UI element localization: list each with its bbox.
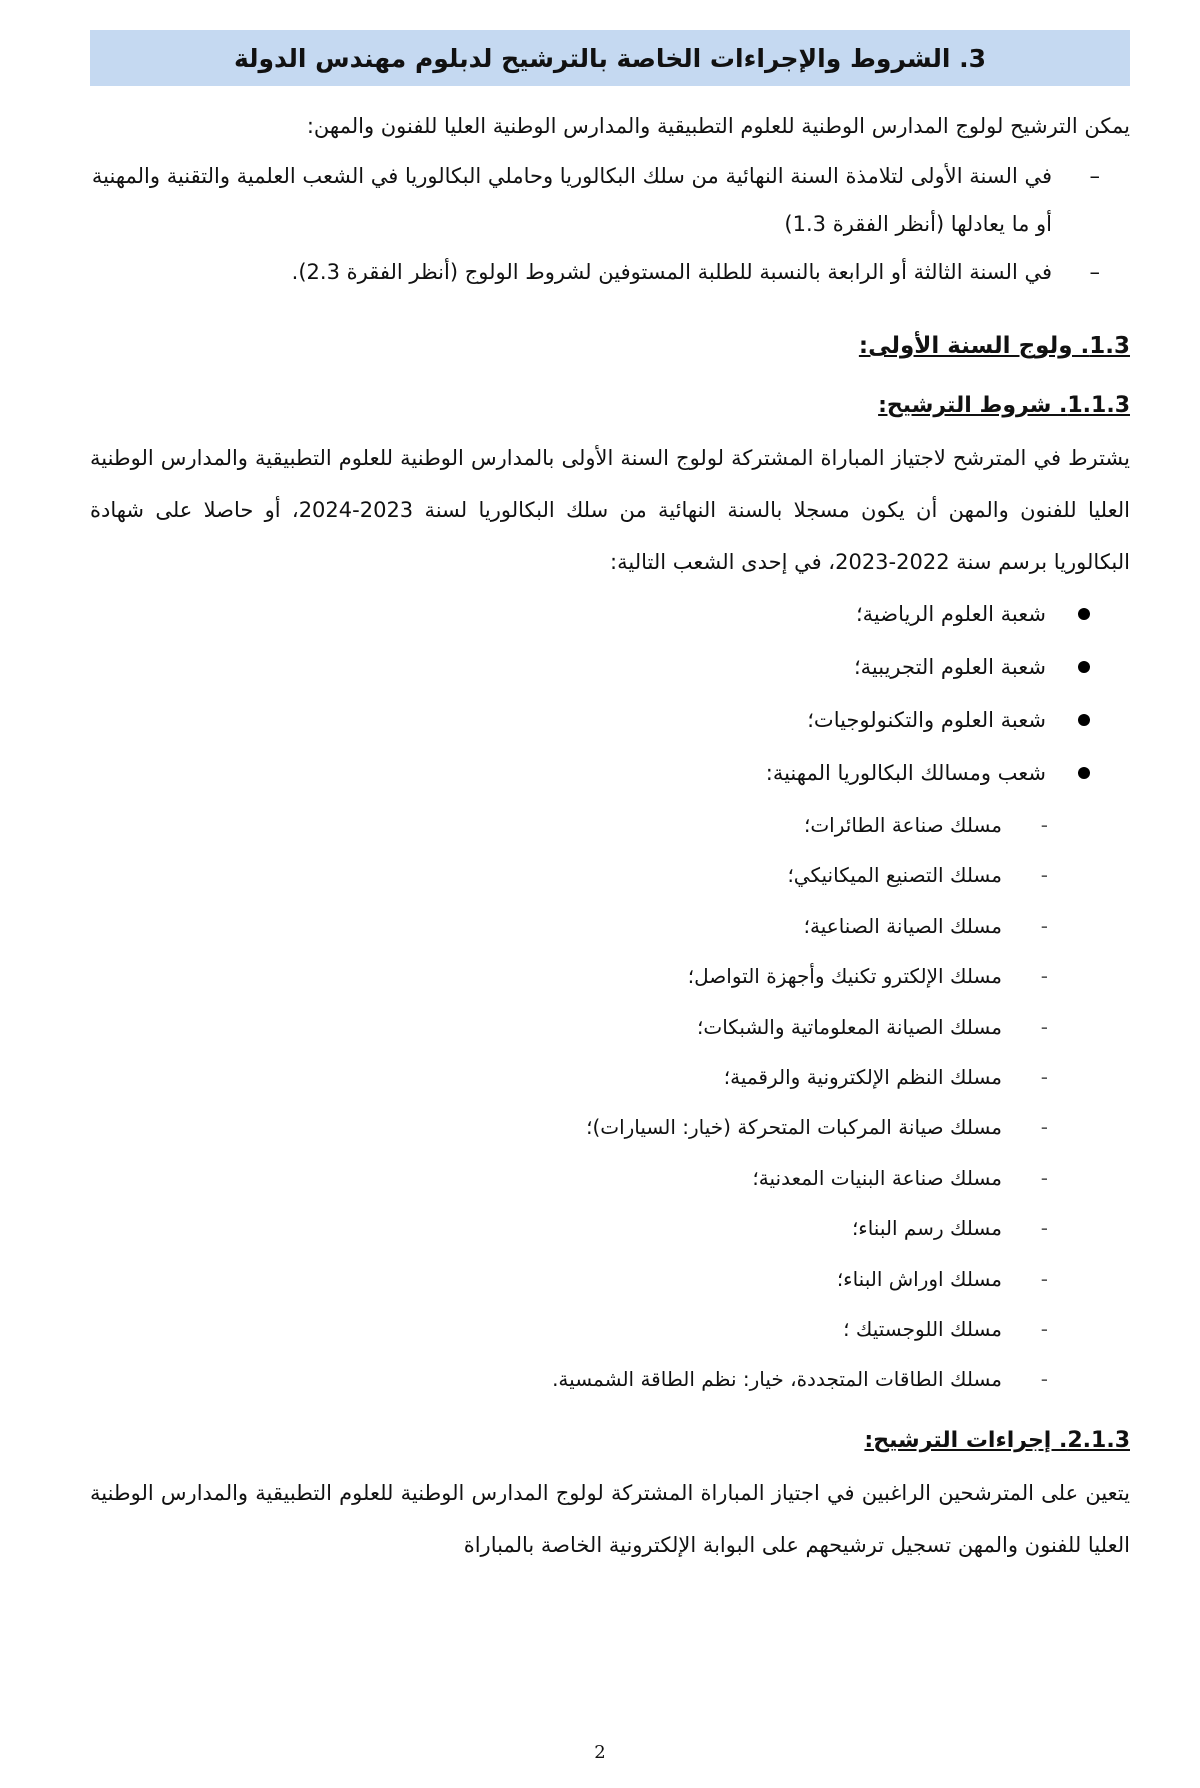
dash-marker: - (1040, 863, 1048, 888)
list-item-text: في السنة الثالثة أو الرابعة بالنسبة للطلبة المستوفين لشروط الولوج (أنظر الفقرة 2.3). (291, 260, 1052, 284)
list-item-text: مسلك الصيانة الصناعية؛ (803, 913, 1002, 938)
dash-marker: - (1040, 1165, 1048, 1190)
dash-marker: - (1040, 913, 1048, 938)
heading-first-year-access: 1.3. ولوج السنة الأولى: (858, 333, 1130, 359)
list-item-text: شعبة العلوم والتكنولوجيات؛ (807, 708, 1046, 732)
list-item (90, 1102, 1130, 1152)
list-item-text: مسلك صناعة الطائرات؛ (803, 813, 1002, 837)
intro-paragraph: يمكن الترشيح لولوج المدارس الوطنية للعلوم التطبيقية والمدارس الوطنية العليا للفنون والمهن: (306, 114, 1130, 138)
list-item-text: شعبة العلوم الرياضية؛ (855, 602, 1046, 626)
list-item-text: في السنة الأولى لتلامذة السنة النهائية من سلك البكالوريا وحاملي البكالوريا في الشعب العلمية والتقنية والمهنية أو ما يعادلها (أنظر الفقرة 1.3) (91, 164, 1052, 236)
list-item (90, 1052, 1130, 1102)
dash-marker: – (1089, 164, 1100, 188)
list-item (90, 1304, 1130, 1354)
list-item (90, 1153, 1130, 1203)
list-item (90, 800, 1130, 850)
page-number: 2 (594, 1742, 606, 1763)
list-item-text: مسلك الطاقات المتجددة، خيار: نظم الطاقة الشمسية. (552, 1367, 1002, 1392)
dash-marker: - (1040, 813, 1048, 837)
dash-marker: - (1040, 1014, 1048, 1039)
list-item (90, 641, 1130, 694)
list-item (90, 694, 1130, 747)
list-item-text: مسلك صناعة البنيات المعدنية؛ (752, 1165, 1002, 1190)
admission-levels-list (90, 152, 1130, 296)
list-item (90, 951, 1130, 1001)
section-title-bar (90, 30, 1130, 86)
heading-candidacy-conditions: 1.1.3. شروط الترشيح: (878, 393, 1130, 418)
dash-marker: - (1040, 1367, 1048, 1392)
dash-marker: – (1089, 260, 1100, 284)
professional-tracks-list (90, 800, 1130, 1405)
list-item (90, 248, 1130, 296)
dash-marker: - (1040, 1317, 1048, 1342)
dash-marker: - (1040, 1115, 1048, 1140)
bullet-icon (1078, 767, 1090, 779)
document-page (90, 30, 1130, 1571)
list-item-text: مسلك النظم الإلكترونية والرقمية؛ (723, 1065, 1002, 1090)
dash-marker: - (1040, 1216, 1048, 1241)
list-item (90, 152, 1130, 248)
list-item-text: شعبة العلوم التجريبية؛ (853, 655, 1046, 679)
list-item-text: مسلك اللوجستيك ؛ (843, 1317, 1002, 1342)
list-item (90, 901, 1130, 951)
list-item (90, 747, 1130, 800)
list-item (90, 1254, 1130, 1304)
list-item-text: مسلك اوراش البناء؛ (836, 1266, 1002, 1291)
conditions-paragraph: يشترط في المترشح لاجتياز المباراة المشتركة لولوج السنة الأولى بالمدارس الوطنية للعلوم التطبيقية والمدارس الوطنية العليا للفنون والمهن أن يكون مسجلا بالسنة النهائية من سلك البكالوريا لسنة 2023-2024، أو حاصلا على شهادة البكالوريا برسم سنة 2022-2023، في إحدى الشعب التالية: (90, 446, 1130, 574)
procedures-paragraph: يتعين على المترشحين الراغبين في اجتياز المباراة المشتركة لولوج المدارس الوطنية للعلوم التطبيقية والمدارس الوطنية العليا للفنون والمهن تسجيل ترشيحهم على البوابة الإلكترونية الخاصة بالمباراة (90, 1480, 1130, 1557)
bullet-icon (1078, 661, 1090, 673)
list-item-text: مسلك التصنيع الميكانيكي؛ (787, 863, 1002, 888)
list-item-text: مسلك صيانة المركبات المتحركة (خيار: السيارات)؛ (586, 1115, 1002, 1140)
heading-candidacy-procedures: 2.1.3. إجراءات الترشيح: (864, 1427, 1130, 1453)
streams-list (90, 588, 1130, 800)
bullet-icon (1078, 608, 1090, 620)
bullet-icon (1078, 714, 1090, 726)
dash-marker: - (1040, 1065, 1048, 1090)
list-item-text: مسلك الإلكترو تكنيك وأجهزة التواصل؛ (687, 964, 1002, 989)
list-item-text: مسلك الصيانة المعلوماتية والشبكات؛ (697, 1014, 1002, 1039)
list-item (90, 1203, 1130, 1253)
list-item-text: شعب ومسالك البكالوريا المهنية: (765, 761, 1046, 785)
list-item (90, 588, 1130, 641)
section-title: 3. الشروط والإجراءات الخاصة بالترشيح لدبلوم مهندس الدولة (233, 43, 987, 73)
list-item (90, 1354, 1130, 1404)
list-item (90, 1002, 1130, 1052)
list-item (90, 850, 1130, 900)
dash-marker: - (1040, 964, 1048, 989)
list-item-text: مسلك رسم البناء؛ (851, 1216, 1002, 1241)
dash-marker: - (1040, 1266, 1048, 1291)
